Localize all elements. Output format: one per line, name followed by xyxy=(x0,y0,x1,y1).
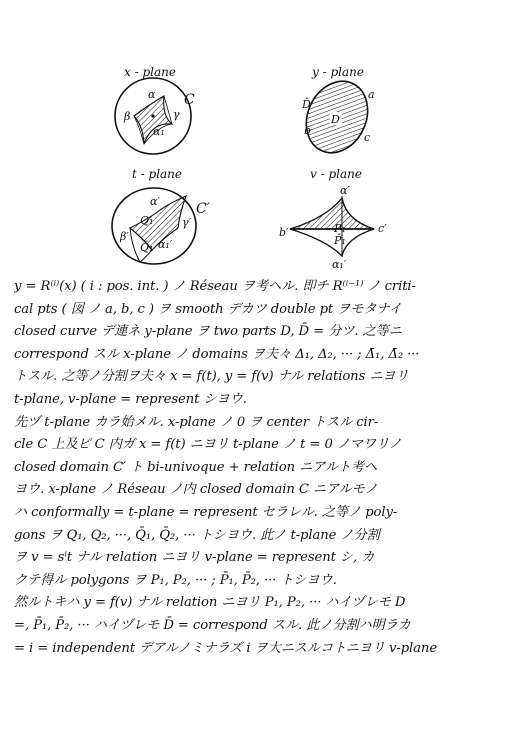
text-line: ヲ v = sⁱt ナル relation ニヨリ v-plane = represent シ, カ xyxy=(14,550,375,566)
text-line: correspond スル x-plane ノ domains ヲ夫々 Δ₁, Δ₂, ··· ; Δ̄₁, Δ̄₂ ··· xyxy=(14,346,420,362)
label-gamma-prime: γ′ xyxy=(182,216,192,229)
v-plane-figure xyxy=(279,167,387,271)
label-a: a xyxy=(368,88,375,101)
text-line: トスル. 之等ノ分割ヲ夫々 x = f(t), y = f(v) ナル relations ニヨリ xyxy=(14,369,409,385)
t-plane-figure xyxy=(112,167,211,264)
label-beta-prime: β′ xyxy=(120,230,129,243)
text-line: =, P̄₁, P̄₂, ··· ハイヅレモ D̄ = correspond スル. 此ノ分割ハ明ラカ xyxy=(14,617,411,633)
label-b: b xyxy=(304,124,312,137)
label-b-prime: b′ xyxy=(279,226,289,239)
text-line: ハ conformally = t-plane = represent セラレル. 之等ノ poly- xyxy=(14,504,398,520)
text-line: y = R⁽ⁱ⁾(x) ( i : pos. int. ) ノ Réseau ヲ考ヘル. 即チ R⁽ⁱ⁻¹⁾ ノ criti- xyxy=(14,279,416,294)
label-Q1: Q₁ xyxy=(140,214,154,227)
label-alpha-prime: α′ xyxy=(150,195,160,208)
label-alpha1-prime: α₁′ xyxy=(158,238,173,251)
label-alpha1-prime-v: α₁′ xyxy=(332,258,347,271)
label-alpha1: α₁ xyxy=(153,125,165,138)
label-Dbar: D̄ xyxy=(302,98,311,111)
label-Cprime: C′ xyxy=(196,201,210,217)
x-origin-dot xyxy=(151,114,154,117)
y-plane-figure xyxy=(295,65,379,163)
label-C: C xyxy=(184,92,195,108)
label-P1bar: P̄₁ xyxy=(334,234,346,247)
text-line: ヨウ. x-plane ノ Réseau ノ内 closed domain C ニアルモノ xyxy=(14,482,378,498)
body-text xyxy=(14,276,508,660)
label-P1: P₁ xyxy=(334,222,346,235)
text-line: 然ルトキハ y = f(v) ナル relation ニヨリ P₁, P₂, ··· ハイヅレモ D xyxy=(14,595,406,611)
x-plane-figure xyxy=(115,65,195,154)
label-c-prime: c′ xyxy=(378,222,387,235)
label-c: c xyxy=(364,131,371,144)
label-gamma: γ xyxy=(173,108,180,121)
text-line: t-plane, v-plane = represent シヨウ. xyxy=(14,391,247,407)
label-alpha-prime-v: α′ xyxy=(340,184,350,197)
text-line: cal pts ( 図 ノ a, b, c ) ヲ smooth デカツ double pt ヲモタナイ xyxy=(14,301,402,317)
label-alpha: α xyxy=(148,88,156,101)
label-D: D xyxy=(331,113,340,126)
text-line: closed curve デ連ネ y-plane ヲ two parts D, D̄ = 分ツ. 之等ニ xyxy=(14,324,402,340)
x-plane-title: x - plane xyxy=(124,65,176,79)
text-line: クテ得ル polygons ヲ P₁, P₂, ··· ; P̄₁, P̄₂, ··· トシヨウ. xyxy=(14,572,337,588)
text-line: gons ヲ Q₁, Q₂, ···, Q̄₁, Q̄₂, ··· トシヨウ. 此ノ t-plane ノ分割 xyxy=(14,527,380,543)
v-upper-polygon xyxy=(290,198,374,229)
text-line: 先ヅ t-plane カラ始メル. x-plane ノ 0 ヲ center トスル cir- xyxy=(14,414,379,430)
v-lower-polygon xyxy=(290,229,374,256)
figure-panel xyxy=(0,0,516,275)
y-plane-title: y - plane xyxy=(312,65,364,79)
text-line: = i = independent デアルノミナラズ i ヲ大ニスルコトニヨリ v-plane xyxy=(14,640,438,656)
v-plane-title: v - plane xyxy=(310,167,362,181)
label-beta: β xyxy=(124,110,131,123)
text-line: closed domain C′ ト bi-univoque + relation ニアルト考ヘ xyxy=(14,459,378,475)
t-plane-title: t - plane xyxy=(132,167,183,181)
label-Q1bar: Q̄₁ xyxy=(140,241,154,254)
text-line: cle C 上及ビ C 内ガ x = f(t) ニヨリ t-plane ノ t = 0 ノマワリノ xyxy=(14,437,402,453)
